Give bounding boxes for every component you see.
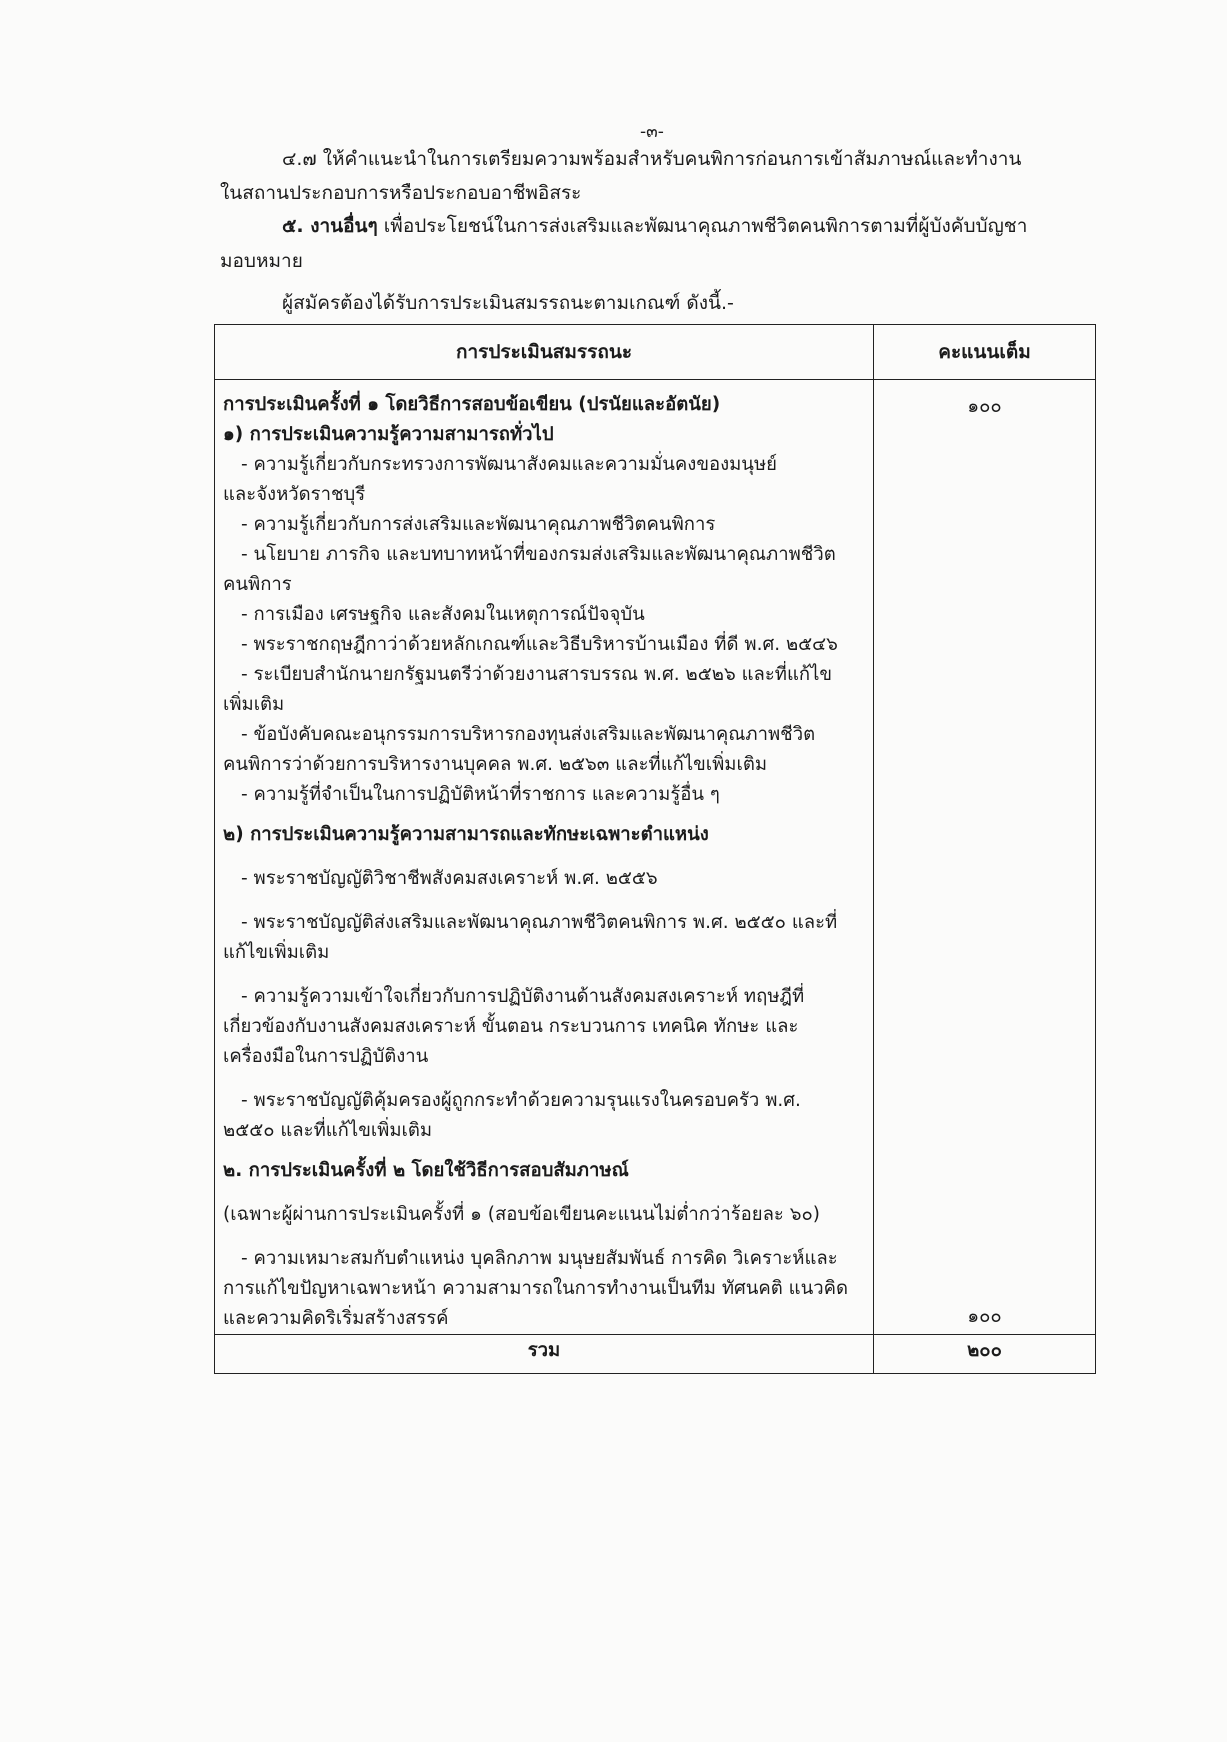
table-row xyxy=(215,380,1096,1335)
list-item: - ความรู้เกี่ยวกับการส่งเสริมและพัฒนาคุณภาพชีวิตคนพิการ xyxy=(241,514,716,535)
list-item: เพิ่มเติม xyxy=(223,694,285,715)
list-item: เกี่ยวข้องกับงานสังคมสงเคราะห์ ขั้นตอน กระบวนการ เทคนิค ทักษะ และ xyxy=(223,1016,799,1037)
criteria-body xyxy=(215,380,874,1335)
list-item: เครื่องมือในการปฏิบัติงาน xyxy=(223,1046,429,1067)
paragraph-5-label: ๕. งานอื่นๆ xyxy=(282,215,378,237)
list-item: - ระเบียบสำนักนายกรัฐมนตรีว่าด้วยงานสารบรรณ พ.ศ. ๒๕๒๖ และที่แก้ไข xyxy=(241,664,833,685)
round2-title: ๒. การประเมินครั้งที่ ๒ โดยใช้วิธีการสอบสัมภาษณ์ xyxy=(223,1160,629,1181)
list-item: - ความรู้ที่จำเป็นในการปฏิบัติหน้าที่ราชการ และความรู้อื่น ๆ xyxy=(241,784,720,805)
list-item: การแก้ไขปัญหาเฉพาะหน้า ความสามารถในการทำงานเป็นทีม ทัศนคติ แนวคิด xyxy=(223,1278,849,1299)
list-item: - ความรู้เกี่ยวกับกระทรวงการพัฒนาสังคมและความมั่นคงของมนุษย์ xyxy=(241,454,777,475)
list-item: - พระราชบัญญัติคุ้มครองผู้ถูกกระทำด้วยความรุนแรงในครอบครัว พ.ศ. xyxy=(241,1090,801,1111)
list-item: - นโยบาย ภารกิจ และบทบาทหน้าที่ของกรมส่งเสริมและพัฒนาคุณภาพชีวิต xyxy=(241,544,836,565)
list-item: และความคิดริเริ่มสร้างสรรค์ xyxy=(223,1308,449,1329)
table-header-row xyxy=(215,325,1096,380)
list-item: คนพิการ xyxy=(223,574,292,595)
list-item: แก้ไขเพิ่มเติม xyxy=(223,942,330,963)
page-number: -๓- xyxy=(640,122,664,142)
header-criteria: การประเมินสมรรถนะ xyxy=(215,325,874,380)
round2-condition: (เฉพาะผู้ผ่านการประเมินครั้งที่ ๑ (สอบข้อเขียนคะแนนไม่ต่ำกว่าร้อยละ ๖๐) xyxy=(223,1204,821,1225)
round1-score: ๑๐๐ xyxy=(967,396,1002,417)
round1-title: การประเมินครั้งที่ ๑ โดยวิธีการสอบข้อเขียน (ปรนัยและอัตนัย) xyxy=(223,394,721,415)
paragraph-5-text: เพื่อประโยชน์ในการส่งเสริมและพัฒนาคุณภาพชีวิตคนพิการตามที่ผู้บังคับบัญชา xyxy=(377,215,1028,237)
total-label: รวม xyxy=(215,1335,874,1374)
criteria-intro: ผู้สมัครต้องได้รับการประเมินสมรรถนะตามเกณฑ์ ดังนี้.- xyxy=(282,292,734,314)
total-score: ๒๐๐ xyxy=(874,1335,1096,1374)
paragraph-5-line-1 xyxy=(282,213,1027,239)
list-item: - พระราชบัญญัติวิชาชีพสังคมสงเคราะห์ พ.ศ. ๒๕๕๖ xyxy=(241,868,658,889)
list-item: - พระราชกฤษฎีกาว่าด้วยหลักเกณฑ์และวิธีบริหารบ้านเมือง ที่ดี พ.ศ. ๒๕๔๖ xyxy=(241,634,838,655)
list-item: - ความเหมาะสมกับตำแหน่ง บุคลิกภาพ มนุษยสัมพันธ์ การคิด วิเคราะห์และ xyxy=(241,1248,838,1269)
section1-title: ๑) การประเมินความรู้ความสามารถทั่วไป xyxy=(223,424,554,445)
section2-title: ๒) การประเมินความรู้ความสามารถและทักษะเฉพาะตำแหน่ง xyxy=(223,824,709,845)
paragraph-4-7-line-2: ในสถานประกอบการหรือประกอบอาชีพอิสระ xyxy=(220,182,582,204)
header-score: คะแนนเต็ม xyxy=(874,325,1096,380)
list-item: และจังหวัดราชบุรี xyxy=(223,484,366,505)
total-row xyxy=(215,1335,1096,1374)
paragraph-5-line-2: มอบหมาย xyxy=(220,250,303,272)
list-item: - ความรู้ความเข้าใจเกี่ยวกับการปฏิบัติงานด้านสังคมสงเคราะห์ ทฤษฎีที่ xyxy=(241,986,805,1007)
score-body xyxy=(874,380,1096,1335)
list-item: - พระราชบัญญัติส่งเสริมและพัฒนาคุณภาพชีวิตคนพิการ พ.ศ. ๒๕๕๐ และที่ xyxy=(241,912,838,933)
paragraph-4-7-line-1: ๔.๗ ให้คำแนะนำในการเตรียมความพร้อมสำหรับคนพิการก่อนการเข้าสัมภาษณ์และทำงาน xyxy=(282,148,1022,170)
list-item: - การเมือง เศรษฐกิจ และสังคมในเหตุการณ์ปัจจุบัน xyxy=(241,604,645,625)
list-item: - ข้อบังคับคณะอนุกรรมการบริหารกองทุนส่งเสริมและพัฒนาคุณภาพชีวิต xyxy=(241,724,816,745)
assessment-table xyxy=(214,324,1096,1374)
round2-score: ๑๐๐ xyxy=(967,1306,1002,1327)
list-item: ๒๕๕๐ และที่แก้ไขเพิ่มเติม xyxy=(223,1120,433,1141)
list-item: คนพิการว่าด้วยการบริหารงานบุคคล พ.ศ. ๒๕๖๓ และที่แก้ไขเพิ่มเติม xyxy=(223,754,768,775)
